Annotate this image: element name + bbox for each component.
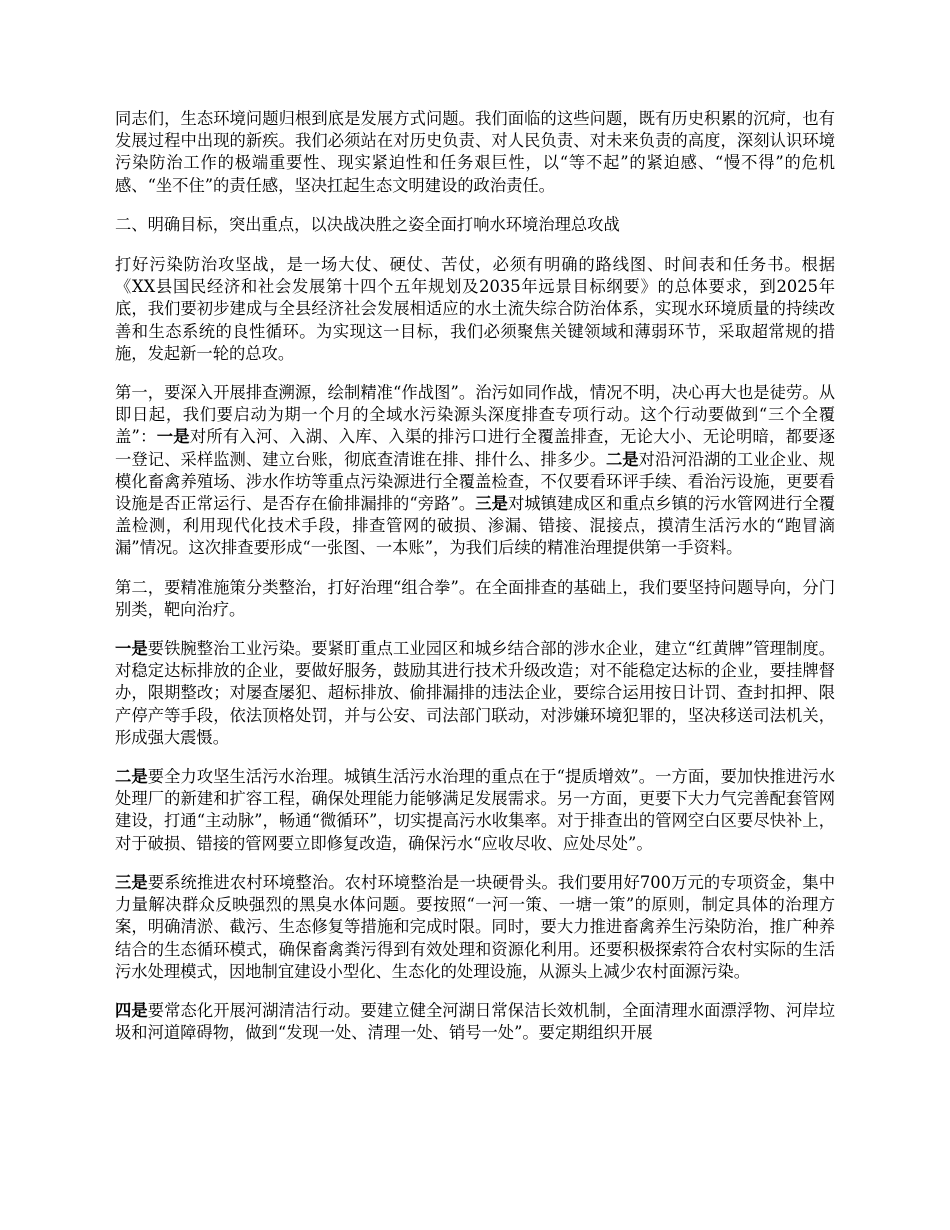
paragraph-7-bold: 二是 — [115, 767, 148, 787]
paragraph-second-point — [115, 577, 835, 621]
document-page — [115, 108, 835, 1061]
paragraph-6-bold: 一是 — [115, 639, 148, 659]
section-heading — [115, 214, 835, 236]
paragraph-4-text-c: 对沿河沿湖的工业企业、规模化畜禽养殖场、涉水作坊等重点污染源进行全覆盖检查，不仅要看环评手续、看治污设施，更要看设施是否正常运行、是否存在偷排漏排的“旁路”。 — [115, 449, 835, 514]
paragraph-1-text: 同志们，生态环境问题归根到底是发展方式问题。我们面临的这些问题，既有历史积累的沉疴，也有发展过程中出现的新疾。我们必须站在对历史负责、对人民负责、对未来负责的高度，深刻认识环境污染防治工作的极端重要性、现实紧迫性和任务艰巨性，以“等不起”的紧迫感、“慢不得”的危机感、“坐不住”的责任感，坚决扛起生态文明建设的政治责任。 — [115, 109, 835, 195]
paragraph-5-text: 第二，要精准施策分类整治，打好治理“组合拳”。在全面排查的基础上，我们要坚持问题导向，分门别类，靶向治疗。 — [115, 577, 835, 619]
paragraph-8-bold: 三是 — [115, 872, 148, 892]
paragraph-7-text: 要全力攻坚生活污水治理。城镇生活污水治理的重点在于“提质增效”。一方面，要加快推进污水处理厂的新建和扩容工程，确保处理能力能够满足发展需求。另一方面，更要下大力气完善配套管网建设，打通“主动脉”，畅通“微循环”，切实提高污水收集率。对于排查出的管网空白区要尽快补上，对于破损、错接的管网要立即修复改造，确保污水“应收尽收、应处尽处”。 — [115, 767, 835, 853]
paragraph-4-text-b: 对所有入河、入湖、入库、入渠的排污口进行全覆盖排查，无论大小、无论明暗，都要逐一登记、采样监测、建立台账，彻底查清谁在排、排什么、排多少。 — [115, 427, 835, 469]
paragraph-4-text-a: 第一，要深入开展排查溯源，绘制精准“作战图”。治污如同作战，情况不明，决心再大也是徒劳。从即日起，我们要启动为期一个月的全域水污染源头深度排查专项行动。这个行动要做到“三个全覆盖”： — [115, 383, 835, 447]
paragraph-industrial — [115, 638, 835, 749]
paragraph-river-cleaning — [115, 1000, 835, 1044]
paragraph-domestic-sewage — [115, 766, 835, 855]
paragraph-6-text: 要铁腕整治工业污染。要紧盯重点工业园区和城乡结合部的涉水企业，建立“红黄牌”管理制度。对稳定达标排放的企业，要做好服务，鼓励其进行技术升级改造；对不能稳定达标的企业，要挂牌督办，限期整改；对屡查屡犯、超标排放、偷排漏排的违法企业，要综合运用按日计罚、查封扣押、限产停产等手段，依法顶格处罚，并与公安、司法部门联动，对涉嫌环境犯罪的，坚决移送司法机关，形成强大震慑。 — [115, 639, 835, 747]
paragraph-4-bold-one: 一是 — [156, 427, 190, 447]
paragraph-8-text: 要系统推进农村环境整治。农村环境整治是一块硬骨头。我们要用好700万元的专项资金，集中力量解决群众反映强烈的黑臭水体问题。要按照“一河一策、一塘一策”的原则，制定具体的治理方案，明确清淤、截污、生态修复等措施和完成时限。同时，要大力推进畜禽养生污染防治，推广种养结合的生态循环模式，确保畜禽粪污得到有效处理和资源化利用。还要积极探索符合农村实际的生活污水处理模式，因地制宜建设小型化、生态化的处理设施，从源头上减少农村面源污染。 — [115, 872, 835, 981]
paragraph-1 — [115, 108, 835, 197]
paragraph-9-text: 要常态化开展河湖清洁行动。要建立健全河湖日常保洁长效机制，全面清理水面漂浮物、河岸垃圾和河道障碍物，做到“发现一处、清理一处、销号一处”。要定期组织开展 — [115, 1000, 835, 1043]
section-heading-text: 二、明确目标，突出重点，以决战决胜之姿全面打响水环境治理总攻战 — [115, 214, 620, 234]
paragraph-3-text: 打好污染防治攻坚战，是一场大仗、硬仗、苦仗，必须有明确的路线图、时间表和任务书。根据《XX县国民经济和社会发展第十四个五年规划及2035年远景目标纲要》的总体要求，到2025年底，我们要初步建成与全县经济社会发展相适应的水土流失综合防治体系，实现水环境质量的持续改善和生态系统的良性循环。为实现这一目标，我们必须聚焦关键领域和薄弱环节，采取超常规的措施，发起新一轮的总攻。 — [115, 255, 835, 363]
paragraph-4-bold-two: 二是 — [605, 449, 639, 469]
paragraph-4-bold-three: 三是 — [475, 494, 508, 514]
paragraph-4-text-d: 对城镇建成区和重点乡镇的污水管网进行全覆盖检测，利用现代化技术手段，排查管网的破损、渗漏、错接、混接点，摸清生活污水的“跑冒滴漏”情况。这次排查要形成“一张图、一本账”，为我们后续的精准治理提供第一手资料。 — [115, 494, 835, 558]
paragraph-rural — [115, 872, 835, 983]
paragraph-9-bold: 四是 — [115, 1000, 148, 1020]
paragraph-first-point — [115, 382, 835, 560]
paragraph-3 — [115, 254, 835, 365]
